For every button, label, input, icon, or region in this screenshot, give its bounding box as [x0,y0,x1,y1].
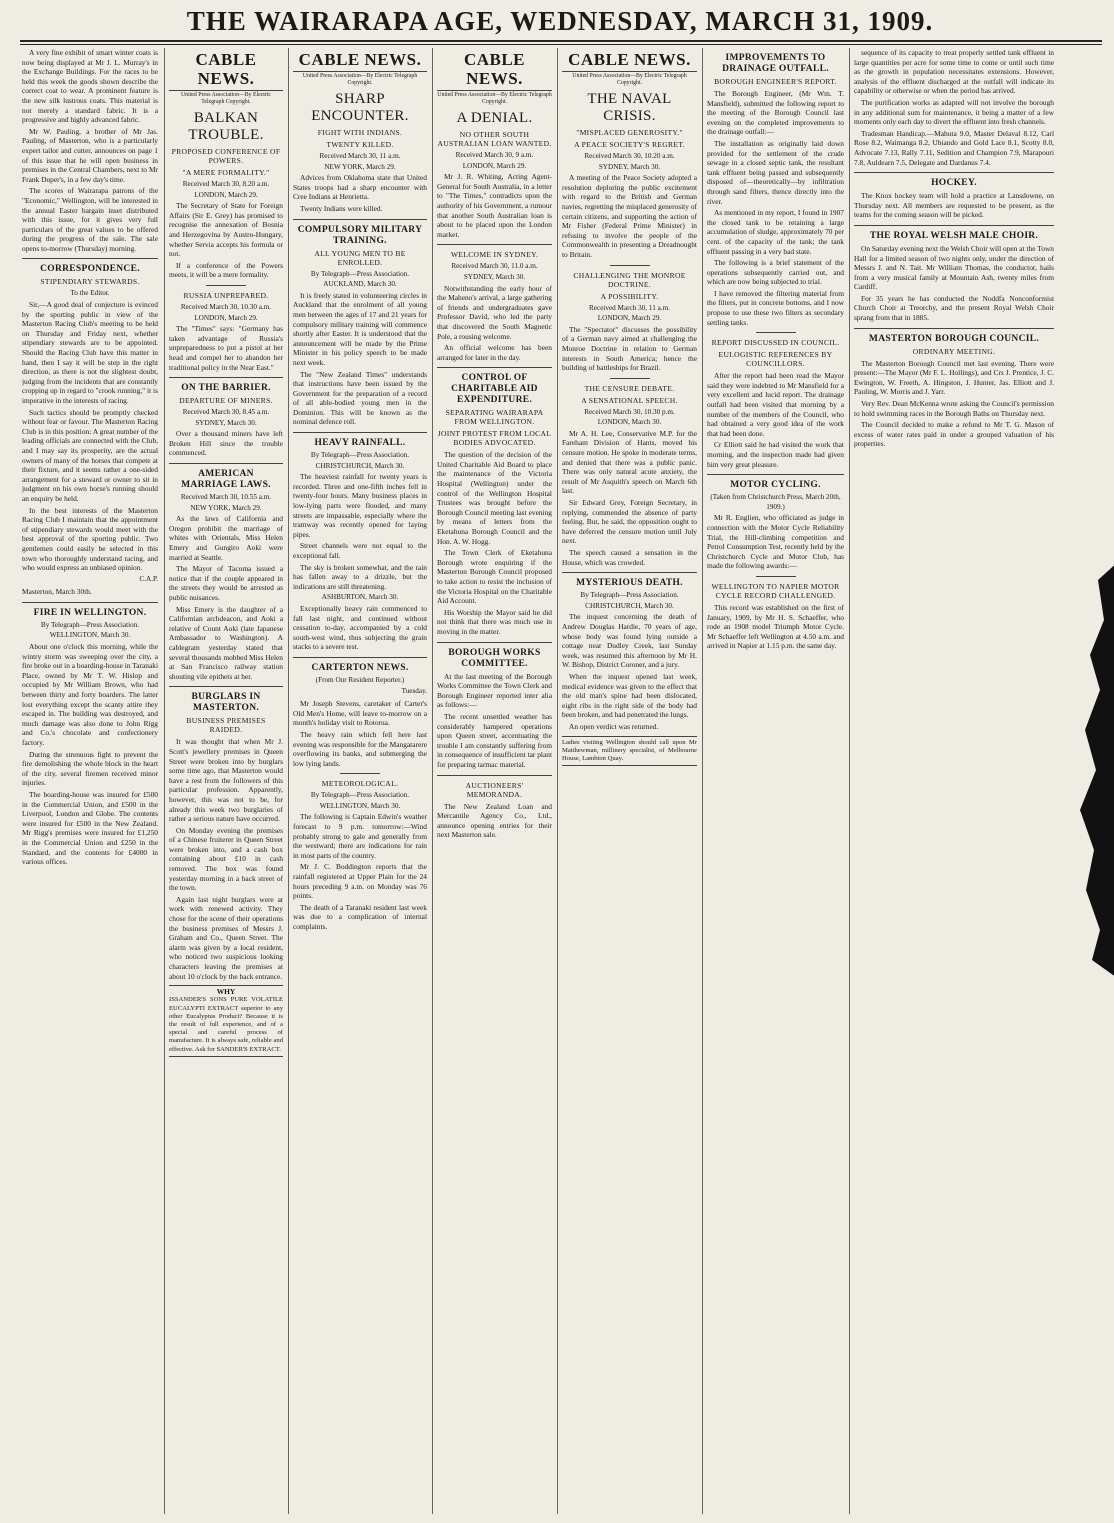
subheading: BUSINESS PREMISES RAIDED. [186,716,266,735]
paragraph: Sir,—A good deal of conjecture is evinced by the sporting public in view of the Masterton Racing Club's meeting to be held on Thursday and Friday next, whether stipendiary stewards are to be appointed. Should the Racing Club have this matter in hand, then I say it will be step in the right direction, as there is not the slightest doubt, judging from the incidents that are constantly cropping up in regard to "crook running," it is imperative in the interests of racing. [22,300,158,405]
section-heading: BOROUGH WORKS COMMITTEE. [448,647,541,669]
paragraph: At the last meeting of the Borough Works Committee the Town Clerk and Borough Engineer reported inter alia as follows:— [437,671,552,710]
byline: By Telegraph—Press Association. [40,620,140,629]
column-7 [854,48,1054,1514]
paragraph: As mentioned in my report, I found in 1907 the closed tank to be retaining a large accumulation of sludge, approximately 70 per cent. of the capacity of the tank; the tank effluent passing in a very bad state. [707,208,844,256]
dateline: Received March 30, 11 a.m. [589,303,670,312]
paragraph: Mr W. Pauling, a brother of Mr Jas. Pauling, of Masterton, who is a particularly expert tailor and cutter, announces on page 1 of this issue that he will open business in premises in the Central Chambers, next to Mr Frank Duper's, in a few day's time. [22,126,158,184]
dateline: AUCKLAND, March 30. [323,280,397,289]
column-2 [169,48,283,1514]
paragraph: The "Times" says: "Germany has taken advantage of Russia's unpreparedness to put a pistol at her head and compel her to abandon her traditional policy in the Near East." [169,324,283,372]
dateline: WELLINGTON, March 30. [319,801,401,810]
dateline: SYDNEY, March 30. [463,272,526,281]
paragraph: On Saturday evening next the Welsh Choir will open at the Town Hall for a limited season of two nights only, under the direction of Messrs J. and N. Tait. Mr William Thomas, the conductor, hails from a very musical family at Mountain Ash, twenty miles from Cardiff. [854,243,1054,292]
paragraph: Over a thousand miners have left Broken Hill since the trouble commenced. [169,429,283,458]
paragraph: Twenty Indians were killed. [300,203,383,213]
dateline: Received March 30, 9 a.m. [455,151,534,159]
subheading: CHALLENGING THE MONROE DOCTRINE. [573,270,686,289]
dateline: LONDON, March 30. [597,418,662,427]
advertisement [562,736,697,767]
paragraph: The New Zealand Loan and Mercantile Agency Co., Ltd., announce opening entries for their next Masterton sale. [437,801,552,840]
dateline: Received March 30, 11.0 a.m. [451,262,538,271]
column-divider [432,48,433,1514]
salutation: To the Editor. [70,289,110,298]
section-heading: HOCKEY. [931,178,977,189]
paragraph: It is freely stated in volunteering circles in Auckland that the enrolment of all young men between the ages of 17 and 21 years for compulsory military training will commence shortly after Easter. It is understood that the announcement will be made by the Prime Minister in his policy speech to be made next week. [293,290,427,367]
subheading: A PEACE SOCIETY'S REGRET. [574,140,685,149]
paragraph: An open verdict was returned. [569,721,659,731]
paragraph: The Knox hockey team will hold a practice at Lansdowne, on Thursday next. All members are requested to be present, as the teams for the coming season will be picked. [854,191,1054,220]
subheading: ALL YOUNG MEN TO BE ENROLLED. [314,248,406,267]
ad-text: Ladies visiting Wellington should call upon Mr Matthewman, millinery specialist, of Melbourne House, Lambton Quay. [562,738,697,762]
paragraph: The Masterton Borough Council met last evening. There were present:—The Mayor (Mr F. L. Hollings), and Crs J. Prentice, J. C. Ewington, W. Freeth, A. Hingston, J. Hunter, Jas. Elliott and J. Pauling, W. Morris and J. Yarr. [854,358,1054,397]
agency-credit: United Press Association—By Electric Telegraph Copyright. [437,92,552,105]
subheading: EULOGISTIC REFERENCES BY COUNCILLORS. [718,350,833,369]
paragraph: Such tactics should be promptly checked without fear or favour. The Masterton Racing Club is in this position: A great number of the leading officials are connected with the Club, and I may say its prosperity, are the actual owners of many of the horses that compete at their fixture, and it seems rather a one-sided arrangement for a steward or owner to sit in judgment on his own horse's running should an enquiry be held. [22,407,158,503]
paragraph: The question of the decision of the United Charitable Aid Board to place the maintenance of the Victoria Hospital (Wellington) under the control of the Wellington Hospital Trustees was brought before the Borough Council meeting last evening by means of letters from the Eketahuna Borough Council and the Hon. A. W. Hogg. [437,450,552,546]
subheading: BOROUGH ENGINEER'S REPORT. [714,77,837,86]
paragraph: An official welcome has been arranged for later in the day. [437,343,552,362]
paragraph: I have removed the filtering material from the filters, put in concrete bottoms, and I now propose to use these two filters as secondary settling tanks. [707,288,844,327]
divider [22,258,158,259]
paragraph: Notwithstanding the early hour of the Maheno's arrival, a large gathering of friends and undergraduates gave Professor David, who led the party that discovered the South Magnetic Pole, a rousing welcome. [437,283,552,341]
divider [707,474,844,475]
section-heading: THE ROYAL WELSH MALE CHOIR. [869,230,1039,241]
headline: SHARP ENCOUNTER. [311,91,409,124]
subheading: RUSSIA UNPREPARED. [183,290,269,300]
subheading: FIGHT WITH INDIANS. [317,128,403,137]
torn-edge [1060,560,1114,980]
dateline: SYDNEY, March 30. [195,418,257,427]
paragraph: The heavy rain which fell here last evening was responsible for the Mangatarere overflowing its banks, and submerging the low lying lands. [293,729,427,768]
dateline: NEW YORK, March 29. [324,162,396,171]
subheading: TWENTY KILLED. [326,140,394,149]
dateline: Received March 30, 10.30 p.m. [584,407,675,416]
paragraph: The boarding-house was insured for £500 in the Commercial Union, and £500 in the Liverpool, London and Globe. The contents were insured for £500 in the New Zealand. Mr Rigg's premises were insured for £1,250 in the Commercial Union and £250 in the Standard, and the contents for £4000 in various offices. [22,789,158,867]
paragraph: Advices from Oklahoma state that United States troops had a sharp encounter with Cree Indians at Henrietta. [293,173,427,202]
section-heading: CORRESPONDENCE. [40,264,140,275]
paragraph: Miss Emery is the daughter of a Californian archdeacon, and Aoki a relative of Count Aoki (late Japanese Ambassador to Washington). A cablegram yesterday stated that several thousands mobbed Miss Helen at San Francisco railway station shouting vile epithets at her. [169,604,283,681]
divider [206,285,246,286]
dateline: Received March 30, 8.45 a.m. [182,408,270,417]
divider [169,377,283,378]
subheading: PROPOSED CONFERENCE OF POWERS. [171,147,281,165]
subheading: METEOROLOGICAL. [321,779,399,789]
column-3 [293,48,427,1514]
subheading: NO OTHER SOUTH AUSTRALIAN LOAN WANTED. [437,130,552,148]
subheading: ORDINARY MEETING. [912,346,996,356]
dateline: LONDON, March 29. [597,314,662,323]
headline: THE NAVAL CRISIS. [587,91,672,124]
dateline: CHRISTCHURCH, March 30. [585,601,674,610]
headline: A DENIAL. [456,110,533,126]
paragraph: After the report had been read the Mayor said they were indebted to Mr Mansfield for a very excellent and lucid report. The drainage outfall had been visited that morning by a number of the members of the Council, who had obtained a very good idea of the work that had been done. [707,371,844,438]
section-heading: AMERICAN MARRIAGE LAWS. [181,469,271,491]
letter-signature: C.A.P. [139,574,158,583]
dateline: CHRISTCHURCH, March 30. [315,461,405,470]
dateline: WELLINGTON, March 30. [49,631,131,640]
section-heading: MASTERTON BOROUGH COUNCIL. [868,333,1040,344]
ad-text: ISSANDER'S SONS PURE VOLATILE EUCALYPTI EXTRACT superior to any other Eucalyptus Product? Because it is the result of full experience, and of a special and careful process of manufacture. It is always safe, reliable and effective. Ask for SANDER'S EXTRACT. [169,996,283,1053]
paragraph: The "Spectator" discusses the possibility of a German navy aimed at challenging the Monroe Doctrine in relation to German interests in South America; hence the building of battleships for Brazil. [562,324,697,373]
paragraph: Mr J. C. Boddington reports that the rainfall registered at Upper Plain for the 24 hours preceding 9 a.m. on Monday was 76 points. [293,862,427,901]
subheading: WELLINGTON TO NAPIER MOTOR CYCLE RECORD CHALLENGED. [711,581,840,600]
subheading: JOINT PROTEST FROM LOCAL BODIES ADVOCATED. [437,429,552,448]
paragraph: The death of a Taranaki resident last week was due to a complication of internal complaints. [293,902,427,931]
dateline: Received March 30, 10.55 a.m. [180,493,272,502]
torn-edge-shape [1080,560,1114,980]
advertisement [169,985,283,1057]
dateline: NEW YORK, March 29. [190,503,262,512]
paragraph: Cr Elliott said he had visited the work that morning, and the inspection made had given him very great pleasure. [707,440,844,469]
paragraph: The Town Clerk of Eketahuna Borough wrote enquiring if the Masterton Borough Council proposed to take action to resist the inclusion of the Victoria Hospital on the Charitable Aid Account. [437,548,552,606]
column-divider [702,48,703,1514]
paragraph: The installation as originally laid down provided for the settlement of the crude sewage in a closed septic tank, the resultant tank effluent being passed and subsequently disposed of—theoretically—by infiltration through sand filters, thence directly into the river. [707,138,844,206]
subheading: SEPARATING WAIRARAPA FROM WELLINGTON. [445,408,544,427]
ad-heading: WHY [216,987,236,997]
paragraph: Mr R. Englien, who officiated as judge in connection with the Motor Cycle Reliability Trial, the Hill-climbing competition and Petrol Consumption Test, recently held by the Christchurch Cycle and Motor Club, has made the following awards:— [707,513,844,571]
byline: By Telegraph—Press Association. [310,269,410,278]
divider [562,572,697,573]
paragraph: The following is Captain Edwin's weather forecast to 9 p.m. tomorrow:—Wind probably strong to gale and generally from the westward; there are indications for rain in most parts of the country. [293,812,427,860]
divider [169,686,283,687]
headline: BALKAN TROUBLE. [188,110,264,143]
paragraph: Again last night burglars were at work with renewed activity. They chose for the scene of their operations the business premises of Messrs J. Graham and Co., Queen Street. The alarm was given by a local resident, who noticed two suspicious looking characters leaving the premises at about 10 o'clock by the back entrance. [169,894,283,981]
subheading: AUCTIONEERS' MEMORANDA. [465,780,524,799]
column-divider [849,48,850,1514]
divider [610,265,650,266]
paragraph: The following is a brief statement of the operations subsequently carried out, and which are now being subjected to trial. [707,258,844,287]
column-4 [437,48,552,1514]
paragraph: When the inquest opened last week, medical evidence was given to the effect that the old man's spine had been dislocated, eight ribs in the right side of the body had been broken, and had penetrated the lungs. [562,671,697,720]
dateline: SYDNEY, March 30. [598,162,661,171]
dateline: LONDON, March 29. [194,313,258,322]
section-banner: CABLE NEWS. [437,50,552,91]
column-1 [22,48,158,1514]
paragraph: The Secretary of State for Foreign Affairs (Sir E. Grey) has promised to recognise the annexation of Bosnia and Herzegovina by Austro-Hungary, whether Servia accepts his formula or not. [169,201,283,259]
subheading: "A MERE FORMALITY." [182,168,270,177]
dateline: LONDON, March 29. [462,161,527,170]
section-subheading: STIPENDIARY STEWARDS. [40,277,140,287]
paragraph: The sky is broken somewhat, and the rain has fallen away to a drizzle, but the indications are still threatening. [293,562,427,591]
paragraph: Sir Edward Grey, Foreign Secretary, in replying, commended the absence of party feeling. But, he said, the opposition ought to have deferred the censure motion until July next. [562,498,697,546]
divider [169,463,283,464]
paragraph: The heaviest rainfall for twenty years is recorded. Three and one-fifth inches fell in twenty-four hours. Many business places in low-lying parts were flooded, and many streets are impassable, especially where the tramway was recently opened for laying pipes. [293,472,427,539]
paragraph: Mr Joseph Stevens, caretaker of Carter's Old Men's Home, will leave to-morrow on a month's holiday visit to Rotorua. [293,699,427,728]
agency-credit: United Press Association—By Electric Telegraph Copyright. [302,73,418,86]
column-5 [562,48,697,1514]
divider [756,576,796,577]
paragraph: In the best interests of the Masterton Racing Club I maintain that the appointment of stipendiary stewards would meet with the best approval of the sporting public. Two gentlemen could easily be selected in this town who thoroughly understand racing, and who would express an unbiased opinion. [22,505,158,573]
divider [437,775,552,776]
section-heading: MOTOR CYCLING. [730,480,821,491]
divider [854,328,1054,329]
subheading: A SENSATIONAL SPEECH. [581,395,678,405]
masthead-rule-thin [20,44,1102,45]
section-heading: BURGLARS IN MASTERTON. [191,692,261,714]
divider [22,602,158,603]
letter-date: Masterton, March 30th. [22,587,92,597]
section-heading: HEAVY RAINFALL. [314,438,406,449]
dateline: ASHBURTON, March 30. [321,593,399,602]
paragraph: Street channels were not equal to the exceptional fall. [293,541,427,560]
section-heading: MYSTERIOUS DEATH. [576,578,683,589]
paragraph: During the strenuous fight to prevent the fire demolishing the whole block in the heart of the city, several firemen received minor injuries. [22,749,158,788]
paragraph: The speech caused a sensation in the House, which was crowded. [562,548,697,567]
section-heading: IMPROVEMENTS TO DRAINAGE OUTFALL. [722,53,829,74]
section-banner: CABLE NEWS. [293,50,427,72]
section-heading: CONTROL OF CHARITABLE AID EXPENDITURE. [451,373,538,406]
paragraph: The recent unsettled weather has considerably hampered operations upon Queen street, accentuating the trouble I am constantly suffering from in consequence of insufficient tar plant for preparing tarmac material. [437,711,552,769]
column-divider [164,48,165,1514]
subheading: A POSSIBILITY. [600,291,659,301]
subheading: WELCOME IN SYDNEY. [450,250,539,260]
divider [293,432,427,433]
subheading: REPORT DISCUSSED IN COUNCIL. [711,338,840,348]
column-6 [707,48,844,1514]
paragraph: His Worship the Mayor said he did not think that there was much use in moving in the matter. [437,607,552,636]
divider [340,773,380,774]
paragraph: Mr A. H. Lee, Conservative M.P. for the Fareham Division of Hants, moved his censure motion. He spoke in moderate terms, and denied that there was a public panic. There was only natural acute anxiety, the result of Mr Asquith's speech on March 6th last. [562,428,697,496]
divider [756,332,796,333]
paragraph: Mr J. R. Whiting, Acting Agent-General for South Australia, in a letter to "The Times," contradicts upon the authority of his Government, a rumour that another South Australian loan is about to be placed upon the London market. [437,172,552,239]
dateline: Received March 30, 11 a.m. [319,152,401,160]
agency-credit: United Press Association—By Electric Telegraph Copyright. [572,73,687,86]
dateline: LONDON, March 29. [194,190,258,199]
byline: By Telegraph—Press Association. [310,451,410,460]
divider [293,219,427,220]
divider [437,244,552,245]
paragraph: A very fine exhibit of smart winter coats is now being displayed at Mr J. L. Murray's in the Exchange Buildings. For the races to be held this week the goods shown describe the correct coat to wear. A prominent feature is the new silk lustrous coats. This material is not merely a standard fabric. It is a progressive and highly advanced fabric. [22,48,158,125]
subheading: (Taken from Christchurch Press, March 20th, 1909.) [710,493,841,511]
paragraph: sequence of its capacity to treat properly settled tank effluent in large quantities per acre for some time to come or until such time as the growth in population necessitates extensions. However, analysis of the effluent discharged at the outfall will indicate its capability or otherwise or when the period has arrived. [854,48,1054,96]
section-heading: ON THE BARRIER. [181,383,271,394]
divider [437,367,552,368]
paragraph: The purification works as adapted will not involve the borough in any additional sum for maintenance, it being a matter of a few moments only each day to divert the effluent into fresh channels. [854,97,1054,127]
column-divider [557,48,558,1514]
section-banner: CABLE NEWS. [562,50,697,72]
masthead: THE WAIRARAPA AGE, WEDNESDAY, MARCH 31, 1909. [186,6,934,36]
dateline: Tuesday. [401,686,427,695]
divider [293,657,427,658]
paragraph: The Borough Engineer, (Mr Wm. T. Mansfield), submitted the following report to the meeting of the Borough Council last evening on the completed improvements to the drainage outfall:— [707,89,844,137]
dateline: Received March 30, 10.30 a.m. [180,302,272,311]
dateline: Received March 30, 8.20 a.m. [182,180,270,188]
column-divider [288,48,289,1514]
section-banner: CABLE NEWS. [169,50,283,91]
subheading: (From Our Resident Reporter.) [315,675,405,684]
divider [854,172,1054,173]
divider [437,642,552,643]
agency-credit: United Press Association—By Electric Telegraph Copyright. [181,92,271,105]
byline: By Telegraph—Press Association. [310,791,410,800]
paragraph: This record was established on the first of January, 1909, by Mr H. S. Schaeffer, who rode an 1908 model Triumph Motor Cycle. Mr Schaeffer left Wellington at 4.50 a.m. and arrived in Napier at 1.15 p.m. the same day. [707,602,844,651]
paragraph: A meeting of the Peace Society adopted a resolution deploring the public excitement with regard to the British and German navies, regretting the misplaced generosity of certain citizens, and supporting the action of Mr Fisher (Federal Prime Minister) in refusing to involve the people of the Commonwealth in presenting a Dreadnought to Britain. [562,173,697,259]
subheading: THE CENSURE DEBATE. [584,383,675,393]
divider [854,225,1054,226]
subheading: DEPARTURE OF MINERS. [179,396,273,406]
paragraph: The Mayor of Tacoma issued a notice that if the couple appeared in the streets they would be arrested as public nuisances. [169,564,283,602]
paragraph: If a conference of the Powers meets, it will be a mere formality. [169,260,283,280]
section-heading: COMPULSORY MILITARY TRAINING. [297,224,423,246]
byline: By Telegraph—Press Association. [580,591,679,600]
paragraph: It was thought that when Mr J. Scott's jewellery premises in Queen Street were broken into by burglars some time ago, that Masterton would have a rest from the followers of this particular profession. Apparently, however, this was not to be, for already this week two burglaries of rather a serious nature have occurred. [169,737,283,824]
subheading: "MISPLACED GENEROSITY." [576,128,683,137]
paragraph: The scores of Wairarapa patrons of the "Economic," Wellington, will be interested in the annual Easter bargain inset distributed with this issue, for it gives very full particulars of the great values to be offered during the progress of the sale. The sale opens to-morrow (Thursday) morning. [22,186,158,253]
dateline: Received March 30, 10.20 a.m. [584,152,675,160]
paragraph: On Monday evening the premises of a Chinese fruiterer in Queen Street were broken into, and a cash box containing about £10 in cash removed. The box was found yesterday morning in a back street of the town. [169,825,283,893]
divider [610,378,650,379]
paragraph: About one o'clock this morning, while the wintry storm was sweeping over the city, a fire broke out in a boarding-house in Taranaki Place, owned by Mr T. W. Hislop and occupied by Mr William Brown, who had between thirty and forty boarders. The latter lost everything except the scanty attire they escaped in. The building was destroyed, and much damage was also done to John Rigg and Co.'s chocolate and confectionery factory. [22,642,158,747]
paragraph: As the laws of California and Oregon prohibit the marriage of whites with Orientals, Miss Helen Emery and Gungiro Aoki were married at Seattle. [169,514,283,562]
paragraph: For 35 years he has conducted the Noddfa Nonconformist Church Choir at Treorchy, and the present Royal Welsh Choir sprang from that in 1885. [854,293,1054,323]
paragraph: The Council decided to make a refund to Mr T. G. Mason of excess of water rates paid in under a grouped valuation of his properties. [854,420,1054,449]
paragraph: The "New Zealand Times" understands that instructions have been issued by the Government for the preparation of a record of all able-bodied young men in the Dominion. This will be known as the nominal defence roll. [293,369,427,427]
section-heading: FIRE IN WELLINGTON. [33,607,147,618]
paragraph: Very Rev. Dean McKenna wrote asking the Council's permission to hold swimming races in the Borough Baths on Thursday next. [854,399,1054,418]
section-heading: CARTERTON NEWS. [311,662,409,673]
paragraph: Exceptionally heavy rain commenced to fall last night, and continued without cessation to-day, accompanied by a cold south-west wind, thus subjecting the grain stacks to a severe test. [293,603,427,652]
paragraph: Tradesman Handicap.—Mahuta 9.0, Master Delaval 8.12, Carl Rose 8.2, Waimanga 8.2, Ubiando and Gold Lace 8.1, Scotty 8.0, Advocate 7.13, Rally 7.11, Sedition and Champion 7.9, Marapouri 7.8, Auldearn 7.5, Delegate and Dardanus 7.4. [854,128,1054,167]
masthead-rule [20,40,1102,42]
paragraph: The inquest concerning the death of Andrew Douglas Hardie, 70 years of age, whose body was found lying outside a cottage near Dudley Creek, last Sunday week, was resumed this afternoon by Mr H. W. Bishop, District Coroner, and a jury. [562,612,697,670]
